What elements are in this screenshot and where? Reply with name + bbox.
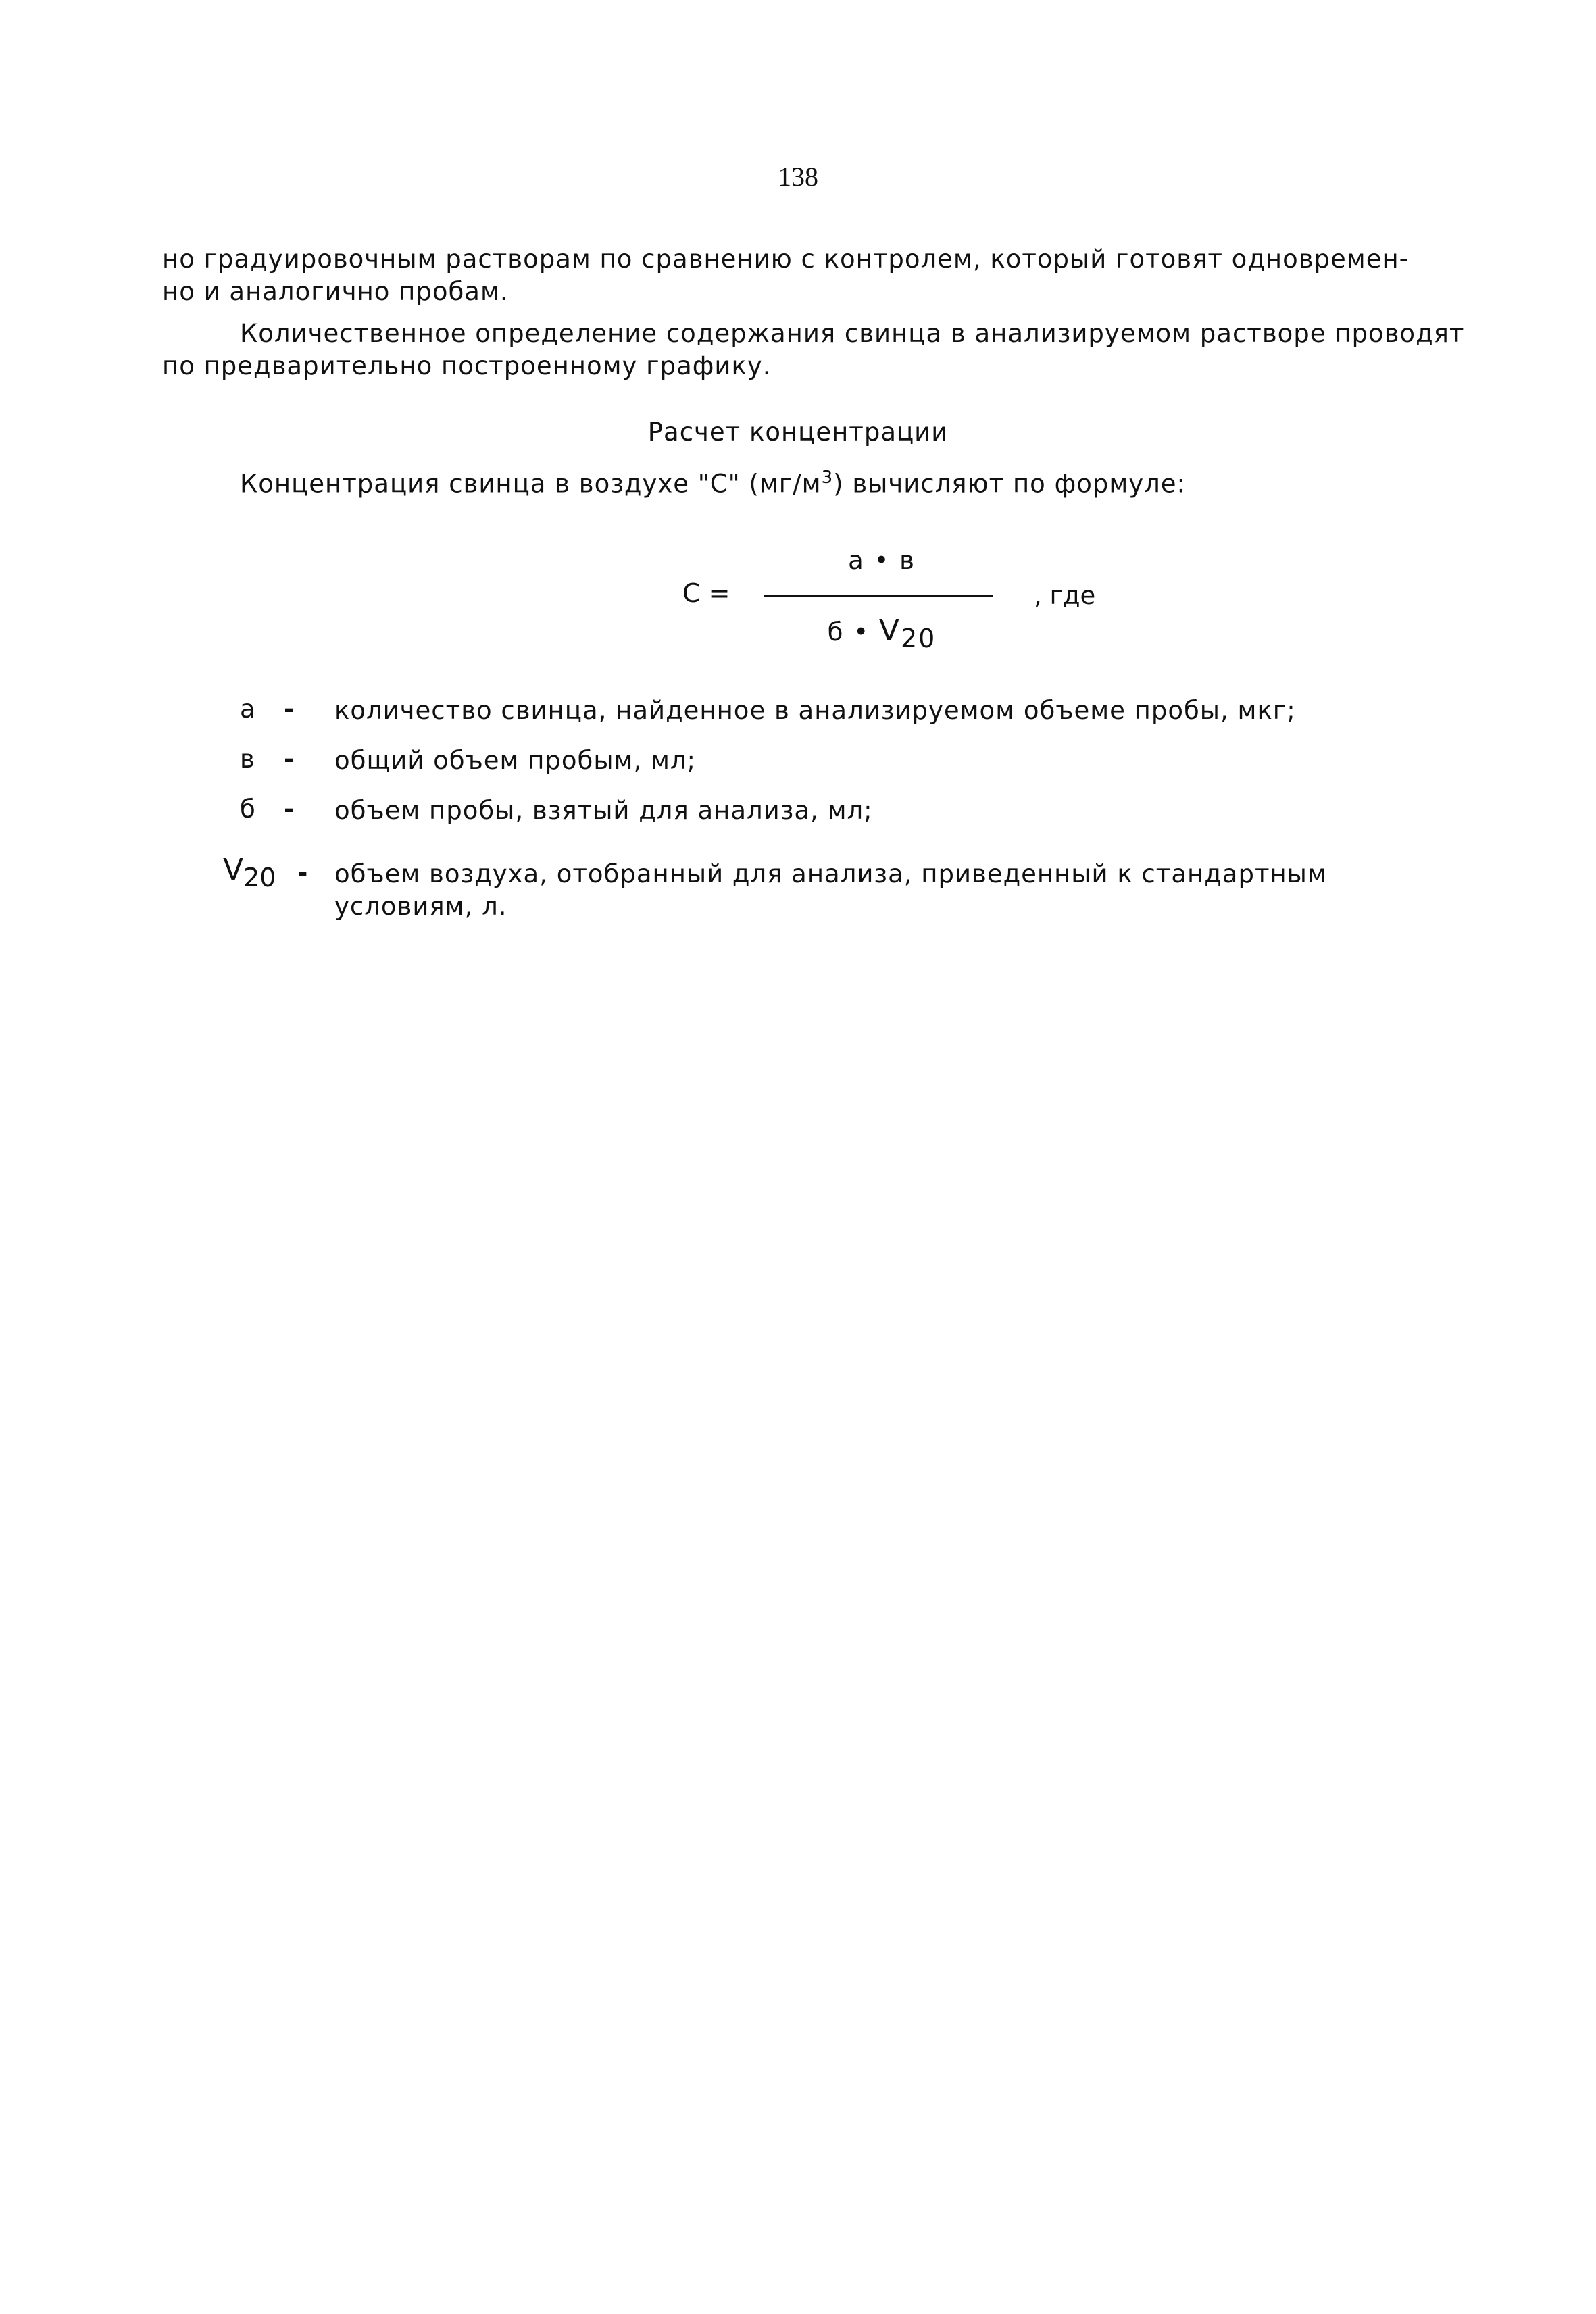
definition-dash: - [297,858,308,887]
definition-text: объем пробы, взятый для анализа, мл; [334,796,873,825]
definition-symbol-subscript: 20 [243,863,276,892]
formula-denominator [764,613,1000,653]
paragraph-continuation [162,243,1476,308]
definition-dash: - [284,745,295,774]
intro-text-end: ) вычисляют по формуле: [833,469,1187,499]
formula-lhs: С = [682,578,730,608]
definition-dash: - [284,695,295,724]
definition-text: общий объем пробым, мл; [334,746,697,775]
definition-text: количество свинца, найденное в анализируемом объеме пробы, мкг; [334,696,1296,725]
paragraph-line: но и аналогично пробам. [162,277,509,306]
denominator-variable: V [878,613,901,648]
fraction-bar [764,595,993,597]
definition-dash: - [284,795,295,824]
paragraph-line: Количественное определение содержания свинца в анализируемом растворе проводят [240,319,1465,348]
definition-text: объем воздуха, отобранный для анализа, приведенный к стандартным условиям, л. [334,859,1327,921]
section-heading: Расчет концентрации [647,418,949,447]
definition-symbol-variable: V [223,853,244,887]
intro-superscript: 3 [821,468,834,488]
definition-symbol: в [240,745,255,774]
page-number: 138 [778,161,818,192]
denominator-prefix: б • [827,618,879,647]
paragraph-quantitative [162,318,1476,382]
definition-symbol: а [240,695,255,724]
definition-symbol: б [240,795,255,824]
denominator-subscript: 20 [900,624,937,653]
formula-intro [240,468,1186,498]
formula-suffix: , где [1034,581,1096,610]
paragraph-line: по предварительно построенному графику. [162,351,772,380]
intro-text: Концентрация свинца в воздухе "С" (мг/м [240,469,822,499]
formula-numerator: а • в [848,546,916,575]
definition-symbol [223,853,276,892]
paragraph-line: но градуировочным растворам по сравнению с контролем, который готовят одновремен- [162,245,1410,274]
